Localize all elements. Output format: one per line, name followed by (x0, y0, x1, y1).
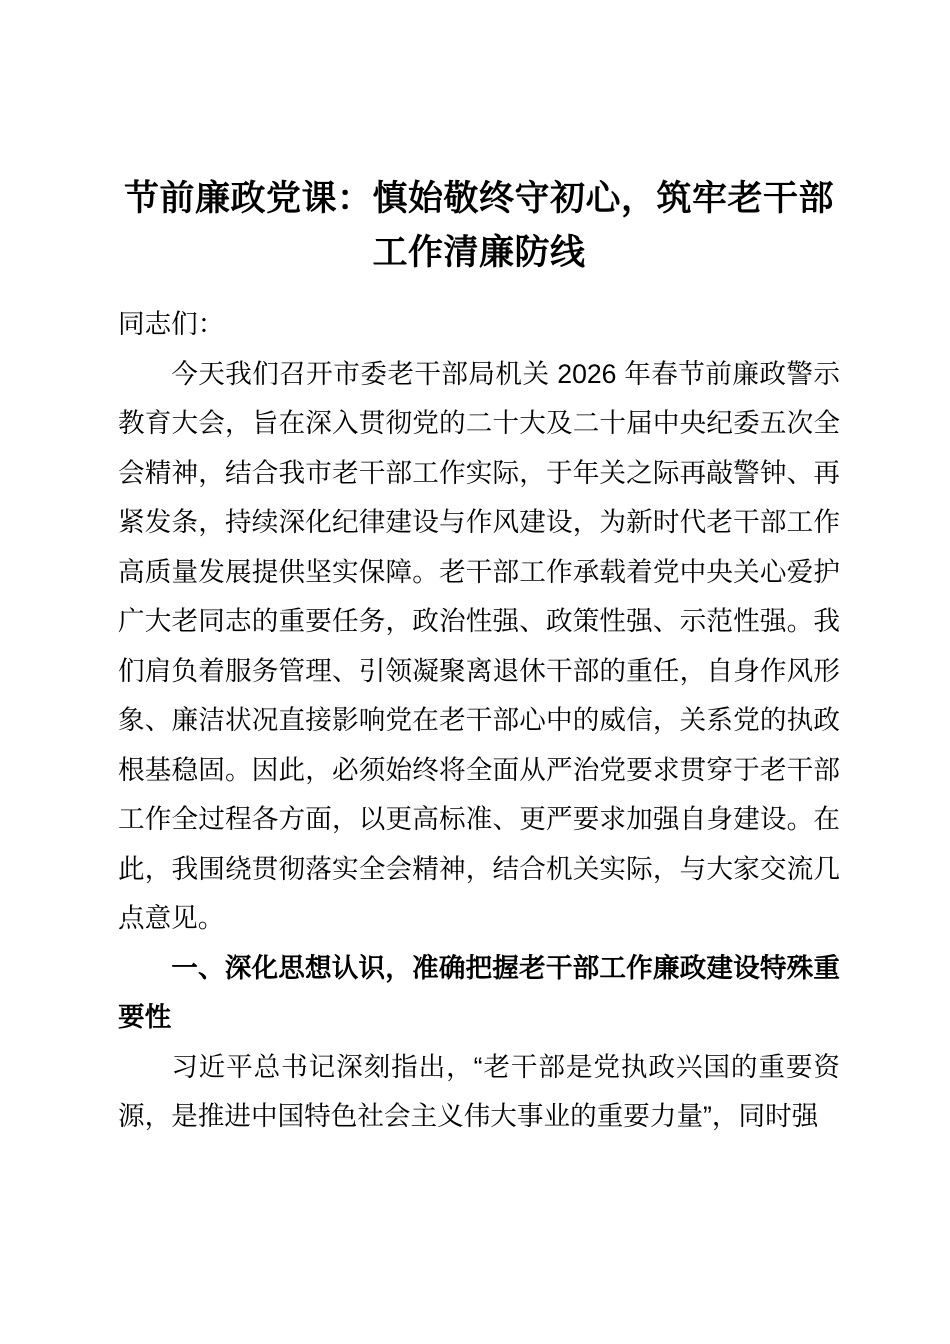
title-line-2: 工作清廉防线 (372, 233, 586, 272)
title-line-1: 节前廉政党课：慎始敬终守初心，筑牢老干部 (123, 179, 834, 218)
section-heading-1: 一、深化思想认识，准确把握老干部工作廉政建设特殊重要性 (118, 952, 840, 1032)
paragraph-opening: 今天我们召开市委老干部局机关 2026 年春节前廉政警示教育大会，旨在深入贯彻党的二十大及二十届中央纪委五次全会精神，结合我市老干部工作实际，于年关之际再敲警钟、再紧发条，持续深化纪律建设与作风建设，为新时代老干部工作高质量发展提供坚实保障。老干部工作承载着党中央关心爱护广大老同志的重要任务，政治性强、政策性强、示范性强。我们肩负着服务管理、引领凝聚离退休干部的重任，自身作风形象、廉洁状况直接影响党在老干部心中的威信，关系党的执政根基稳固。因此，必须始终将全面从严治党要求贯穿于老干部工作全过程各方面，以更高标准、更严要求加强自身建设。在此，我围绕贯彻落实全会精神，结合机关实际，与大家交流几点意见。 (118, 358, 840, 933)
paragraph-quote: 习近平总书记深刻指出，“老干部是党执政兴国的重要资源，是推进中国特色社会主义伟大事业的重要力量”，同时强 (118, 1051, 840, 1131)
document-body (118, 300, 840, 1142)
salutation: 同志们： (118, 309, 225, 339)
document-title (118, 172, 840, 280)
